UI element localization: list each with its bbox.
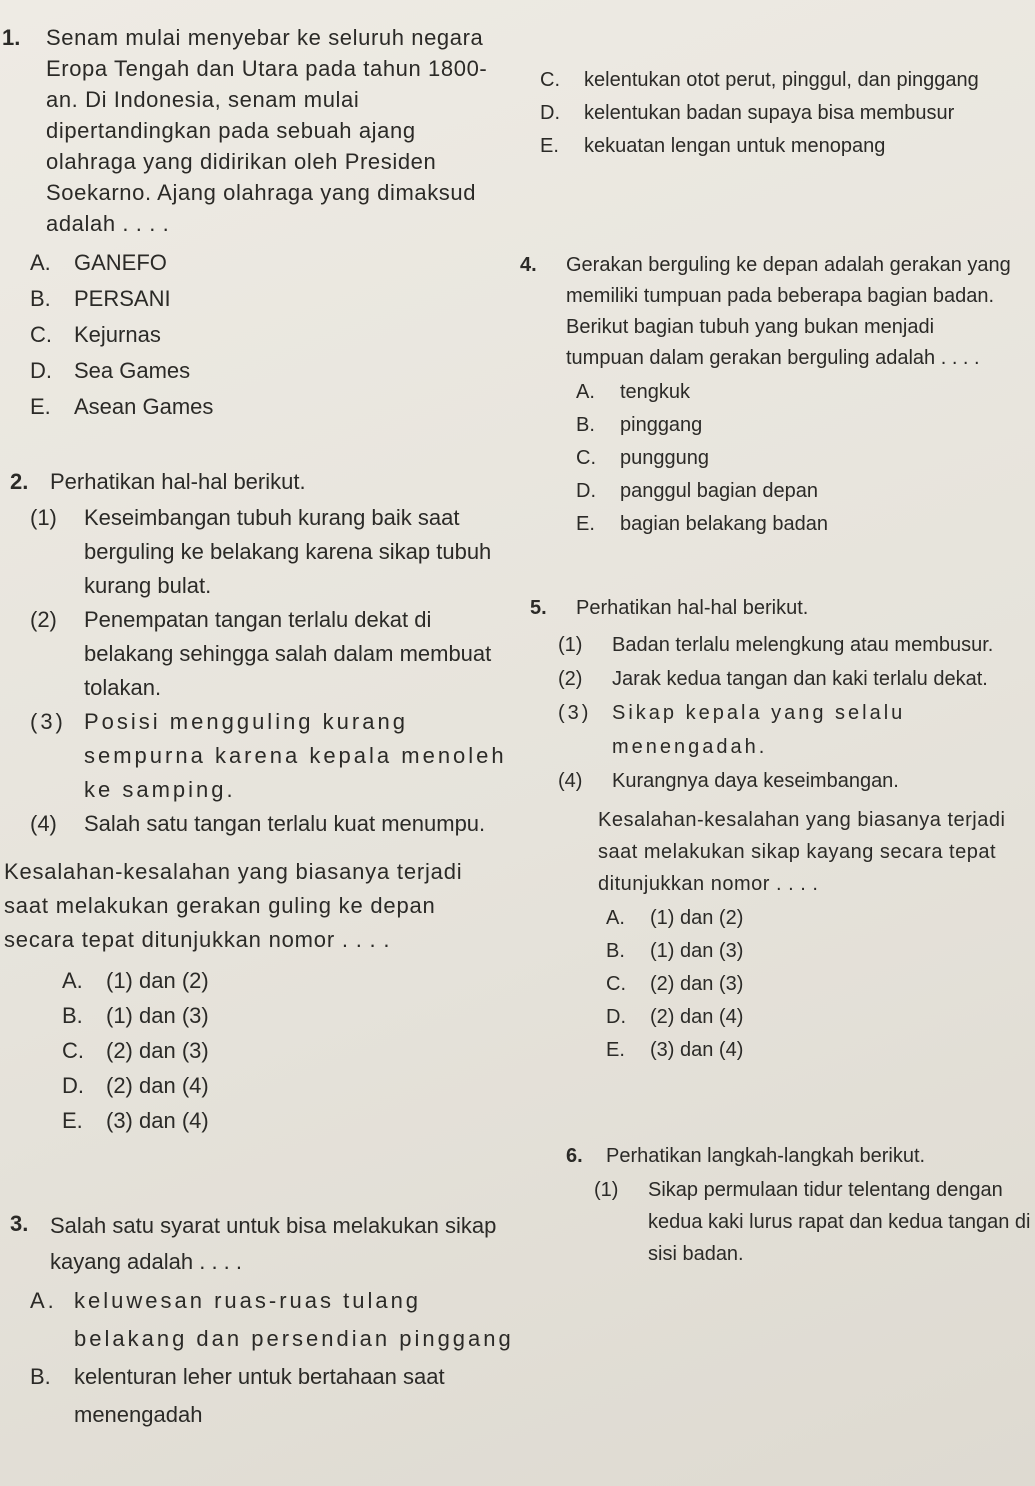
option-letter: E. (30, 394, 51, 419)
option-letter: A. (576, 381, 595, 403)
option-c[interactable] (606, 968, 1025, 1001)
question-4 (520, 250, 1015, 541)
option-letter: E. (540, 135, 559, 157)
option-letter: E. (576, 513, 595, 535)
statement-2 (558, 662, 1025, 696)
option-letter: C. (62, 1038, 84, 1063)
option-letter: A. (606, 907, 625, 929)
statement-number: (4) (558, 770, 583, 792)
option-text: (2) dan (3) (650, 973, 744, 995)
question-3 (10, 1208, 515, 1434)
statement-3 (30, 705, 510, 807)
option-text: Asean Games (74, 394, 214, 419)
option-text: (1) dan (2) (650, 907, 744, 929)
option-text: (3) dan (4) (106, 1108, 209, 1133)
question-number: 5. (530, 597, 547, 619)
option-letter: C. (576, 447, 596, 469)
statement-list (558, 628, 1025, 798)
question-stem: Kesalahan-kesalahan yang biasanya terjadi saat melakukan gerakan guling ke depan secara tepat ditunjukkan nomor . . . . (4, 859, 463, 952)
option-text: (2) dan (4) (106, 1073, 209, 1098)
statement-number: (1) (30, 505, 57, 530)
option-text: (1) dan (3) (106, 1003, 209, 1028)
option-text: GANEFO (74, 250, 167, 275)
statement-1 (30, 501, 510, 603)
statement-text: Keseimbangan tubuh kurang baik saat berguling ke belakang karena sikap tubuh kurang bulat. (84, 505, 492, 598)
option-text: kelentukan otot perut, pinggul, dan pinggang (584, 69, 979, 91)
statement-text: Jarak kedua tangan dan kaki terlalu dekat. (612, 668, 988, 690)
option-e[interactable] (576, 508, 1015, 541)
option-letter: D. (62, 1073, 84, 1098)
question-text: Salah satu syarat untuk bisa melakukan sikap kayang adalah . . . . (50, 1213, 497, 1274)
option-a[interactable] (606, 902, 1025, 935)
statement-number: (1) (594, 1179, 619, 1201)
option-letter: C. (30, 322, 52, 347)
question-number: 1. (2, 25, 21, 50)
option-letter: E. (62, 1108, 83, 1133)
option-list (30, 245, 502, 425)
option-text: panggul bagian depan (620, 480, 818, 502)
option-b[interactable] (606, 935, 1025, 968)
question-number: 2. (10, 469, 29, 494)
question-3-continued-options (540, 64, 1020, 163)
option-text: (1) dan (3) (650, 940, 744, 962)
option-d[interactable] (30, 353, 502, 389)
option-a[interactable] (30, 1282, 515, 1358)
statement-text: Posisi mengguling kurang sempurna karena kepala menoleh ke samping. (84, 709, 507, 802)
question-number: 4. (520, 254, 537, 276)
option-text: punggung (620, 447, 709, 469)
statement-text: Badan terlalu melengkung atau membusur. (612, 634, 994, 656)
option-b[interactable] (30, 281, 502, 317)
option-letter: B. (30, 1364, 51, 1389)
statement-number: (2) (558, 668, 583, 690)
statement-1 (558, 628, 1025, 662)
option-a[interactable] (30, 245, 502, 281)
question-stem: Kesalahan-kesalahan yang biasanya terjadi saat melakukan sikap kayang secara tepat ditunjukkan nomor . . . . (598, 809, 1006, 895)
option-d[interactable] (540, 97, 1020, 130)
option-b[interactable] (576, 409, 1015, 442)
question-number: 6. (566, 1145, 583, 1167)
option-e[interactable] (62, 1103, 510, 1138)
statement-text: Sikap permulaan tidur telentang dengan kedua kaki lurus rapat dan kedua tangan di sisi badan. (648, 1179, 1031, 1265)
option-text: kelentukan badan supaya bisa membusur (584, 102, 955, 124)
option-b[interactable] (62, 998, 510, 1033)
question-text: Gerakan berguling ke depan adalah gerakan yang memiliki tumpuan pada beberapa bagian badan. Berikut bagian tubuh yang bukan menjadi tumpuan dalam gerakan berguling adalah . . . . (566, 254, 1011, 369)
question-text: Perhatikan hal-hal berikut. (576, 597, 809, 619)
statement-number: (4) (30, 811, 57, 836)
option-c[interactable] (540, 64, 1020, 97)
option-letter: C. (606, 973, 626, 995)
question-1 (2, 22, 502, 425)
statement-text: Salah satu tangan terlalu kuat menumpu. (84, 811, 486, 836)
statement-number: (2) (30, 607, 57, 632)
option-d[interactable] (606, 1001, 1025, 1034)
option-b[interactable] (30, 1358, 515, 1434)
option-text: kelenturan leher untuk bertahaan saat menengadah (74, 1364, 445, 1427)
option-text: (2) dan (3) (106, 1038, 209, 1063)
statement-3 (558, 696, 1025, 764)
option-letter: E. (606, 1039, 625, 1061)
option-d[interactable] (576, 475, 1015, 508)
option-d[interactable] (62, 1068, 510, 1103)
statement-4 (558, 764, 1025, 798)
question-number: 3. (10, 1211, 29, 1236)
option-letter: B. (606, 940, 625, 962)
option-text: tengkuk (620, 381, 691, 403)
option-c[interactable] (30, 317, 502, 353)
option-text: kekuatan lengan untuk menopang (584, 135, 886, 157)
statement-text: Kurangnya daya keseimbangan. (612, 770, 899, 792)
question-text: Senam mulai menyebar ke seluruh negara Eropa Tengah dan Utara pada tahun 1800-an. Di Indonesia, senam mulai dipertandingkan pada sebuah ajang olahraga yang didirikan oleh Presiden Soekarno. Ajang olahraga yang dimaksud adalah . . . . (46, 25, 488, 236)
option-letter: D. (540, 102, 560, 124)
statement-4 (30, 807, 510, 841)
statement-number: (1) (558, 634, 583, 656)
option-a[interactable] (576, 376, 1015, 409)
option-text: keluwesan ruas-ruas tulang belakang dan persendian pinggang (74, 1288, 514, 1351)
option-letter: D. (30, 358, 52, 383)
option-letter: A. (30, 1288, 57, 1313)
question-6 (566, 1140, 1035, 1270)
option-letter: A. (30, 250, 51, 275)
option-e[interactable] (606, 1034, 1025, 1067)
question-text: Perhatikan langkah-langkah berikut. (606, 1145, 926, 1167)
option-text: Kejurnas (74, 322, 161, 347)
option-text: Sea Games (74, 358, 191, 383)
option-letter: C. (540, 69, 560, 91)
question-2 (4, 466, 510, 1138)
option-a[interactable] (62, 963, 510, 998)
option-letter: B. (62, 1003, 83, 1028)
option-c[interactable] (62, 1033, 510, 1068)
option-text: bagian belakang badan (620, 513, 828, 535)
question-5 (530, 592, 1025, 1067)
option-list (606, 902, 1025, 1067)
statement-text: Penempatan tangan terlalu dekat di belakang sehingga salah dalam membuat tolakan. (84, 607, 492, 700)
option-text: PERSANI (74, 286, 171, 311)
option-c[interactable] (576, 442, 1015, 475)
option-letter: B. (576, 414, 595, 436)
option-list (62, 963, 510, 1138)
question-text: Perhatikan hal-hal berikut. (50, 469, 306, 494)
option-text: (1) dan (2) (106, 968, 209, 993)
statement-list (30, 501, 510, 841)
option-letter: A. (62, 968, 83, 993)
statement-number: (3) (30, 709, 66, 734)
option-text: (3) dan (4) (650, 1039, 744, 1061)
statement-number: (3) (558, 702, 592, 724)
statement-2 (30, 603, 510, 705)
option-list (576, 376, 1015, 541)
option-e[interactable] (540, 130, 1020, 163)
option-e[interactable] (30, 389, 502, 425)
option-letter: D. (576, 480, 596, 502)
statement-list (594, 1174, 1035, 1270)
option-text: (2) dan (4) (650, 1006, 744, 1028)
option-letter: D. (606, 1006, 626, 1028)
statement-1 (594, 1174, 1035, 1270)
statement-text: Sikap kepala yang selalu menengadah. (612, 702, 906, 758)
option-list (30, 1282, 515, 1434)
option-letter: B. (30, 286, 51, 311)
option-text: pinggang (620, 414, 703, 436)
